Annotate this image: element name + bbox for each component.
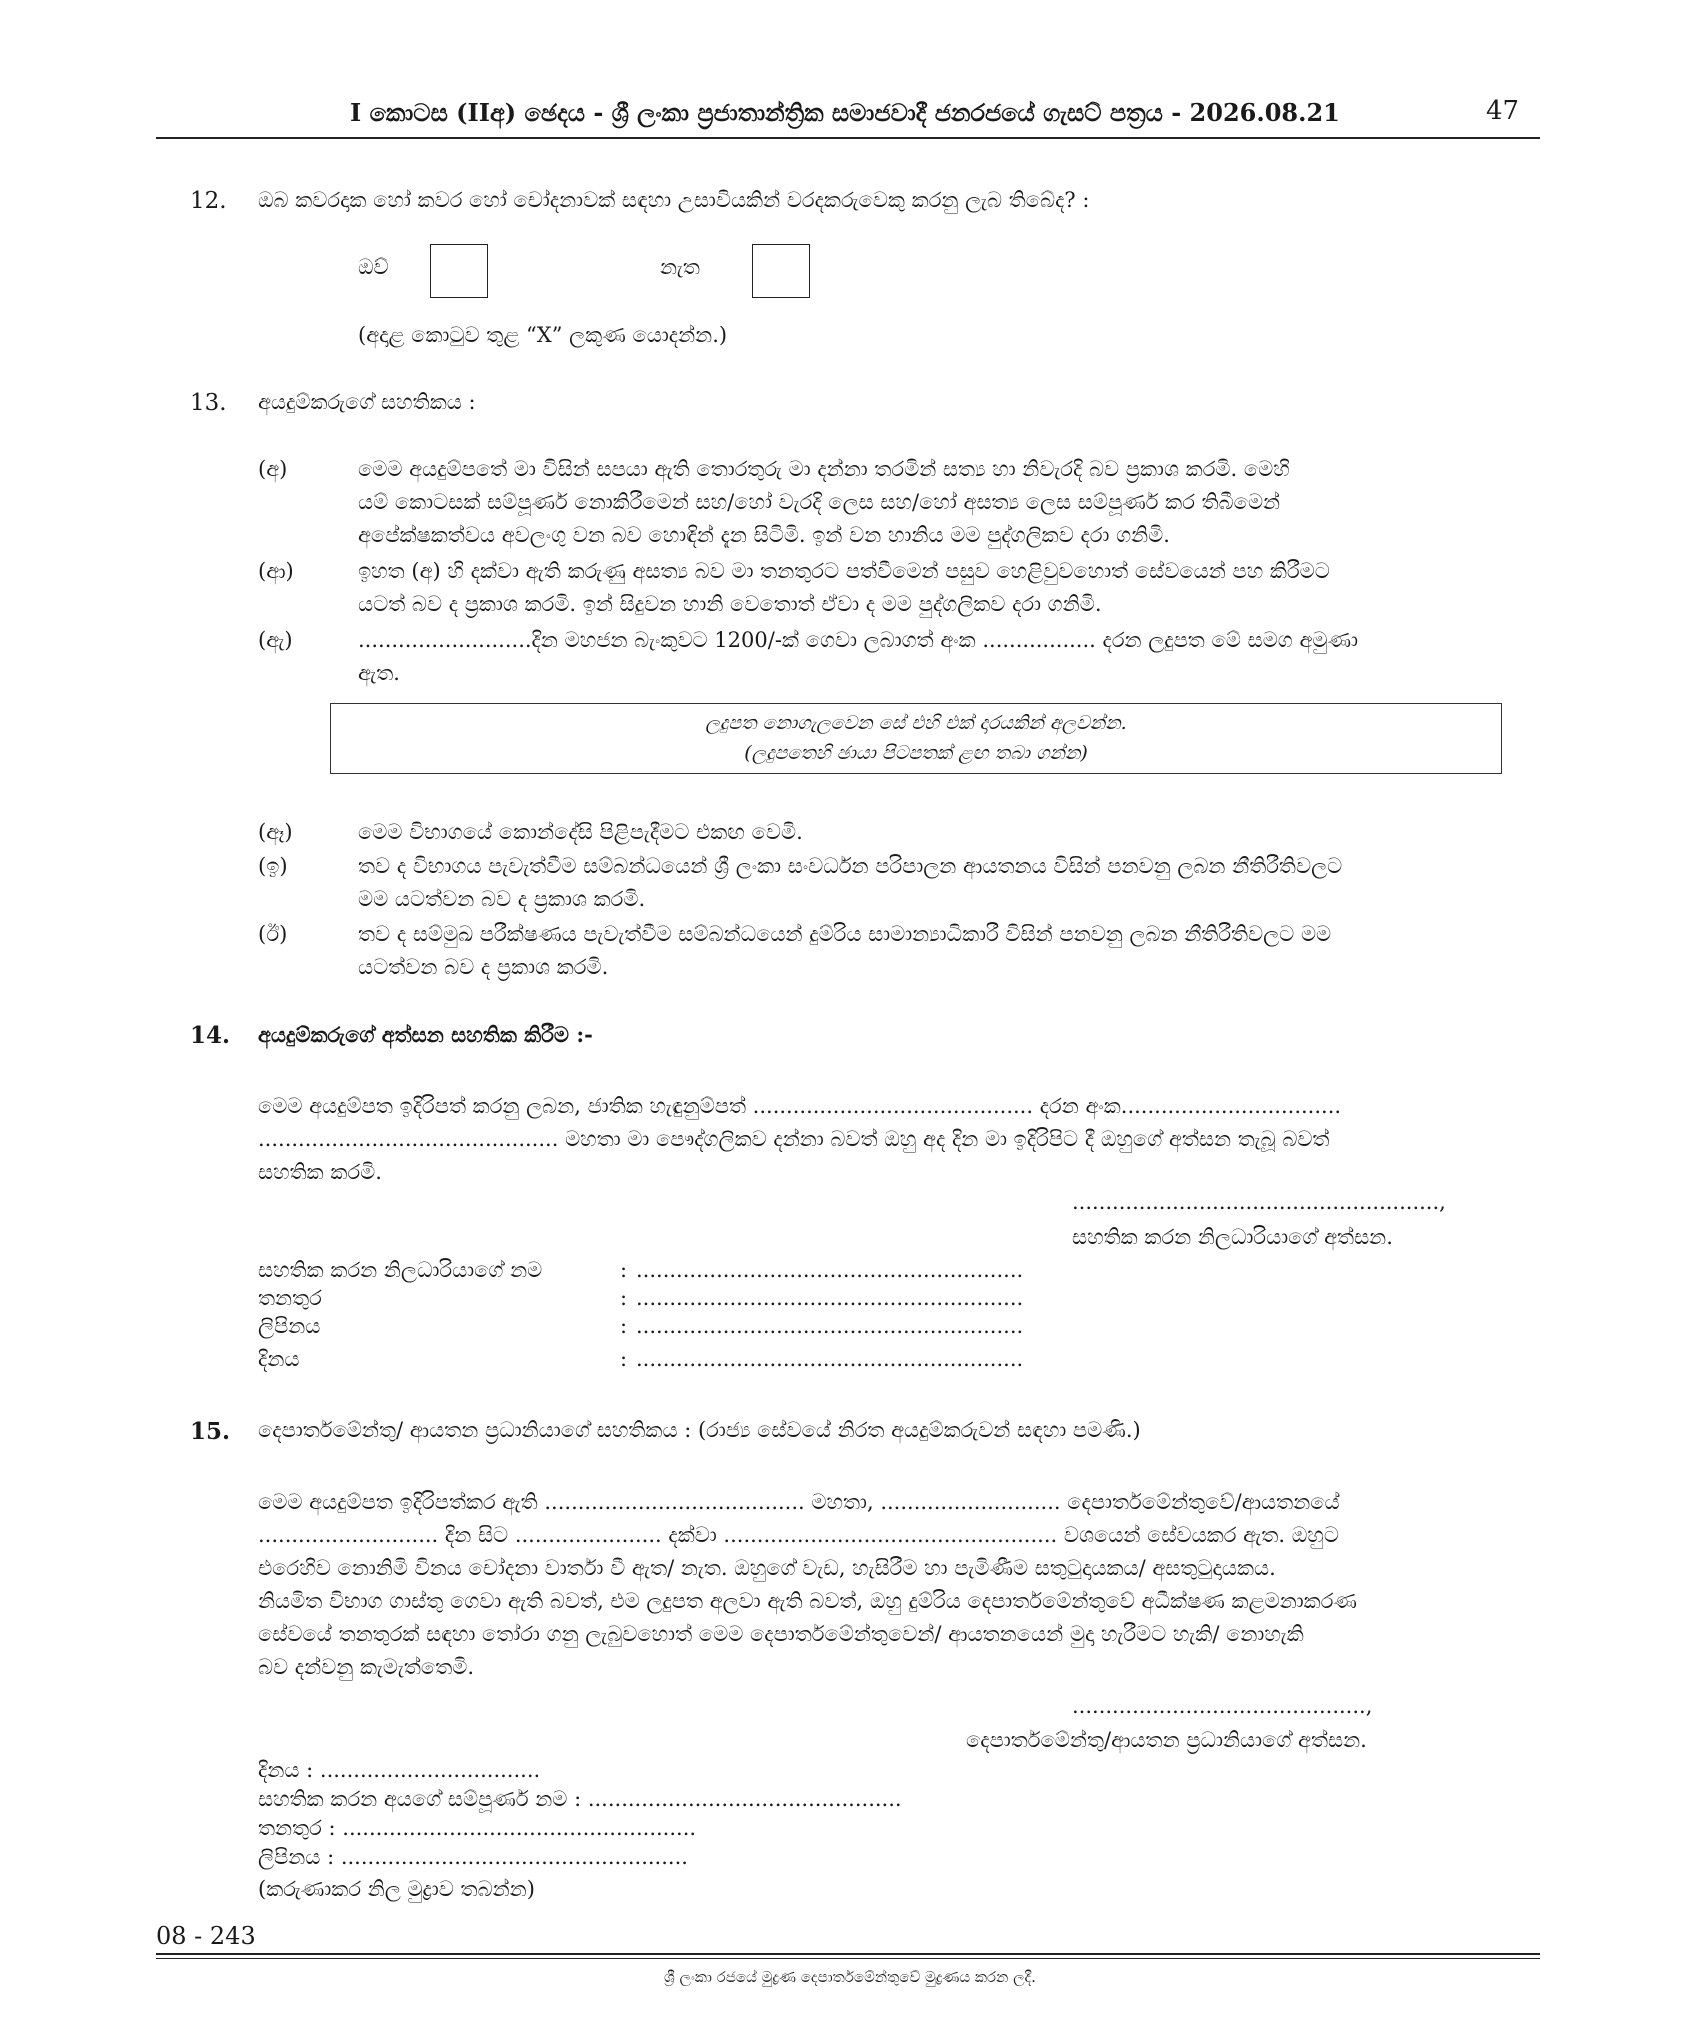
text-line: බව දන්වනු කැමැත්තෙමි. xyxy=(258,1655,475,1679)
footer-printer-line: ශ්‍රී ලංකා රජයේ මුද්‍රණ දෙපාර්තමේන්තුවේ මුද්‍රණය කරන ලදී. xyxy=(664,1968,1036,1986)
q15-address-field[interactable]: ලිපිනය : .................................................... xyxy=(258,1845,688,1869)
officer-name-field[interactable]: .......................................................... xyxy=(636,1258,1024,1282)
q13-item-marker: (ඇ) xyxy=(258,628,293,652)
receipt-note: ලදුපත නොගැලවෙන සේ එහි එක් දාරයකින් අලවන්න. xyxy=(705,712,1127,734)
field-separator: : xyxy=(620,1258,628,1282)
text-line: තව ද විභාගය පැවැත්වීම සම්බන්ධයෙන් ශ්‍රී ලංකා සංවර්ධන පරිපාලන ආයතනය විසින් පනවනු ලබන නීතිරීතිවලට xyxy=(358,854,1343,878)
q14-signature-line[interactable]: ......................................................., xyxy=(1072,1190,1446,1214)
q15-name-field[interactable]: සහතික කරන අයගේ සම්පූර්ණ නම : ............................................... xyxy=(258,1787,902,1811)
q13-item-marker: (ඉ) xyxy=(258,854,288,878)
text-line: සේවයේ තනතුරක් සඳහා තෝරා ගනු ලැබුවහොත් මෙම දෙපාර්තමේන්තුවෙන්/ ආයතනයෙන් මුදා හැරීමට හැකි/ නොහැකි xyxy=(258,1622,1304,1646)
q15-certification-text xyxy=(258,1486,1548,1684)
q13-item-marker: (ආ) xyxy=(258,559,294,583)
q15-date-field[interactable]: දිනය : ................................. xyxy=(258,1758,541,1782)
q13-item-text xyxy=(358,816,1544,849)
field-separator: : xyxy=(620,1347,628,1371)
text-line: යම් කොටසක් සම්පූර්ණ නොකිරීමෙන් සහ/හෝ වැරදි ලෙස සහ/හෝ අසත්‍ය ලෙස සම්පූර්ණ කර තිබීමෙන් xyxy=(358,490,1281,514)
text-line: ............................................. මහතා මා පෞද්ගලිකව දන්නා බවත් ඔහු අද දින මා ඉදිරිපිට දී ඔහුගේ අත්සන තැබූ බවත් xyxy=(258,1127,1330,1151)
officer-address-field[interactable]: .......................................................... xyxy=(636,1314,1024,1338)
text-line: ඇත. xyxy=(358,661,400,685)
text-line: මෙම විභාගයේ කොන්දේසි පිළිපැදීමට එකඟ වෙමි. xyxy=(358,820,803,844)
text-line: මෙම අයදුම්පත ඉදිරිපත් කරනු ලබන, ජාතික හැඳුනුම්පත් .......................................... දරන අංක................................. xyxy=(258,1094,1342,1118)
text-line: තව ද සම්මුඛ පරීක්ෂණය පැවැත්වීම සම්බන්ධයෙන් දුම්රිය සාමාන්‍යාධිකාරී විසින් පනවනු ලබන නීතිරීතිවලට මම xyxy=(358,922,1332,946)
page-number: 47 xyxy=(1486,96,1520,126)
field-label: දිනය xyxy=(258,1347,300,1371)
q13-item-text xyxy=(358,555,1544,621)
q13-item-text xyxy=(358,453,1544,552)
text-line: එරෙහිව නොනිමි විනය චෝදනා වාර්තා වී ඇත/ නැත. ඔහුගේ වැඩ, හැසිරීම හා පැමිණීම සතුටුදායකය/ අසතුටුදායකය. xyxy=(258,1556,1276,1580)
officer-date-field[interactable]: .......................................................... xyxy=(636,1347,1024,1371)
text-line: ........................... දින සිට ...................... දක්වා .................................................. වශයෙන් සේවයකර ඇත. ඔහුට xyxy=(258,1523,1339,1547)
receipt-attachment-box xyxy=(330,703,1502,774)
footer-rule-bottom xyxy=(156,1958,1540,1959)
q12-question: ඔබ කවරදාක හෝ කවර හෝ චෝදනාවක් සඳහා උසාවියකින් වරදකරුවෙකු කරනු ලැබ තිබේද? : xyxy=(258,188,1090,212)
text-line: මම යටත්වන බව ද ප්‍රකාශ කරමි. xyxy=(358,887,646,911)
text-line: යටත්වන බව ද ප්‍රකාශ කරමි. xyxy=(358,955,609,979)
q12-yes-checkbox[interactable] xyxy=(430,244,488,298)
q14-number: 14. xyxy=(190,1022,231,1049)
q13-title: අයදුම්කරුගේ සහතිකය : xyxy=(258,390,476,414)
q14-signature-label: සහතික කරන නිලධාරියාගේ අත්සන. xyxy=(1072,1225,1393,1249)
field-label: ලිපිනය xyxy=(258,1314,321,1338)
q13-item-marker: (අ) xyxy=(258,457,288,481)
q12-no-checkbox[interactable] xyxy=(752,244,810,298)
field-label: තනතුර xyxy=(258,1286,322,1310)
q15-designation-field[interactable]: තනතුර : ..................................................... xyxy=(258,1816,697,1840)
field-separator: : xyxy=(620,1286,628,1310)
q15-number: 15. xyxy=(190,1418,231,1445)
q15-signature-label: දෙපාර්තමේන්තු/ආයතන ප්‍රධානියාගේ අත්සන. xyxy=(966,1728,1367,1752)
receipt-note: (ලදුපතෙහි ඡායා පිටපතක් ළඟ තබා ගන්න) xyxy=(744,742,1088,764)
footer-rule-top xyxy=(156,1953,1540,1955)
q15-title: දෙපාර්තමේන්තු/ ආයතන ප්‍රධානියාගේ සහතිකය : (රාජ්‍ය සේවයේ නිරත අයදුම්කරුවන් සඳහා පමණි.) xyxy=(258,1418,1141,1442)
q15-signature-line[interactable]: ............................................, xyxy=(1072,1694,1373,1718)
q15-stamp-note: (කරුණාකර නිල මුද්‍රාව තබන්න) xyxy=(258,1877,535,1901)
q14-title: අයදුම්කරුගේ අත්සන සහතික කිරීම :- xyxy=(258,1022,593,1047)
officer-designation-field[interactable]: .......................................................... xyxy=(636,1286,1024,1310)
q13-item-text xyxy=(358,624,1544,690)
q12-number: 12. xyxy=(190,188,227,214)
footer-code: 08 - 243 xyxy=(156,1922,256,1950)
q12-instruction: (අදාළ කොටුව තුළ “X” ලකුණ යොදන්න.) xyxy=(358,323,728,347)
page-header-title: I කොටස (IIඅ) ඡෙදය - ශ්‍රී ලංකා ප්‍රජාතාන්ත්‍රික සමාජවාදී ජනරජයේ ගැසට් පත්‍රය - 2026.08.21 xyxy=(350,98,1340,127)
q14-certification-text xyxy=(258,1090,1548,1189)
text-line: මෙම අයදුම්පත ඉදිරිපත්කර ඇති ....................................... මහතා, ........................... දෙපාර්තමේන්තුවේ/ආයතනයේ xyxy=(258,1490,1340,1514)
text-line: මෙම අයදුම්පතේ මා විසින් සපයා ඇති තොරතුරු මා දන්නා තරමින් සත්‍ය හා නිවැරදි බව ප්‍රකාශ කරමි. මෙහි xyxy=(358,457,1290,481)
q12-no-label: නැත xyxy=(660,255,700,279)
q13-item-text xyxy=(358,918,1544,984)
text-line: සහතික කරමි. xyxy=(258,1160,382,1184)
field-label: සහතික කරන නිලධාරියාගේ නම xyxy=(258,1258,543,1282)
q13-item-marker: (ඈ) xyxy=(258,820,293,844)
q13-number: 13. xyxy=(190,390,227,416)
text-line: ..........................දින මහජන බැංකුවට 1200/-ක් ගෙවා ලබාගත් අංක ................. දරන ලදුපත මේ සමග අමුණා xyxy=(358,628,1359,652)
text-line: නියමිත විභාග ගාස්තු ගෙවා ඇති බවත්, එම ලදුපත අලවා ඇති බවත්, ඔහු දුම්රිය දෙපාර්තමේන්තුවේ අධීක්ෂණ කළමනාකරණ xyxy=(258,1589,1358,1613)
text-line: ඉහත (අ) හි දක්වා ඇති කරුණු අසත්‍ය බව මා තනතුරට පත්වීමෙන් පසුව හෙළිවුවහොත් සේවයෙන් පහ කිරීමට xyxy=(358,559,1330,583)
q13-item-marker: (ඊ) xyxy=(258,922,288,946)
header-rule xyxy=(156,137,1540,139)
field-separator: : xyxy=(620,1314,628,1338)
text-line: යටත් බව ද ප්‍රකාශ කරමි. ඉන් සිදුවන හානි වෙතොත් ඒවා ද මම පුද්ගලිකව දරා ගනිමි. xyxy=(358,592,1102,616)
text-line: අපේක්ෂකත්වය අවලංගු වන බව හොඳින් දැන සිටිමි. ඉන් වන හානිය මම පුද්ගලිකව දරා ගනිමි. xyxy=(358,523,1170,547)
q12-yes-label: ඔව් xyxy=(358,255,389,279)
q13-item-text xyxy=(358,850,1544,916)
